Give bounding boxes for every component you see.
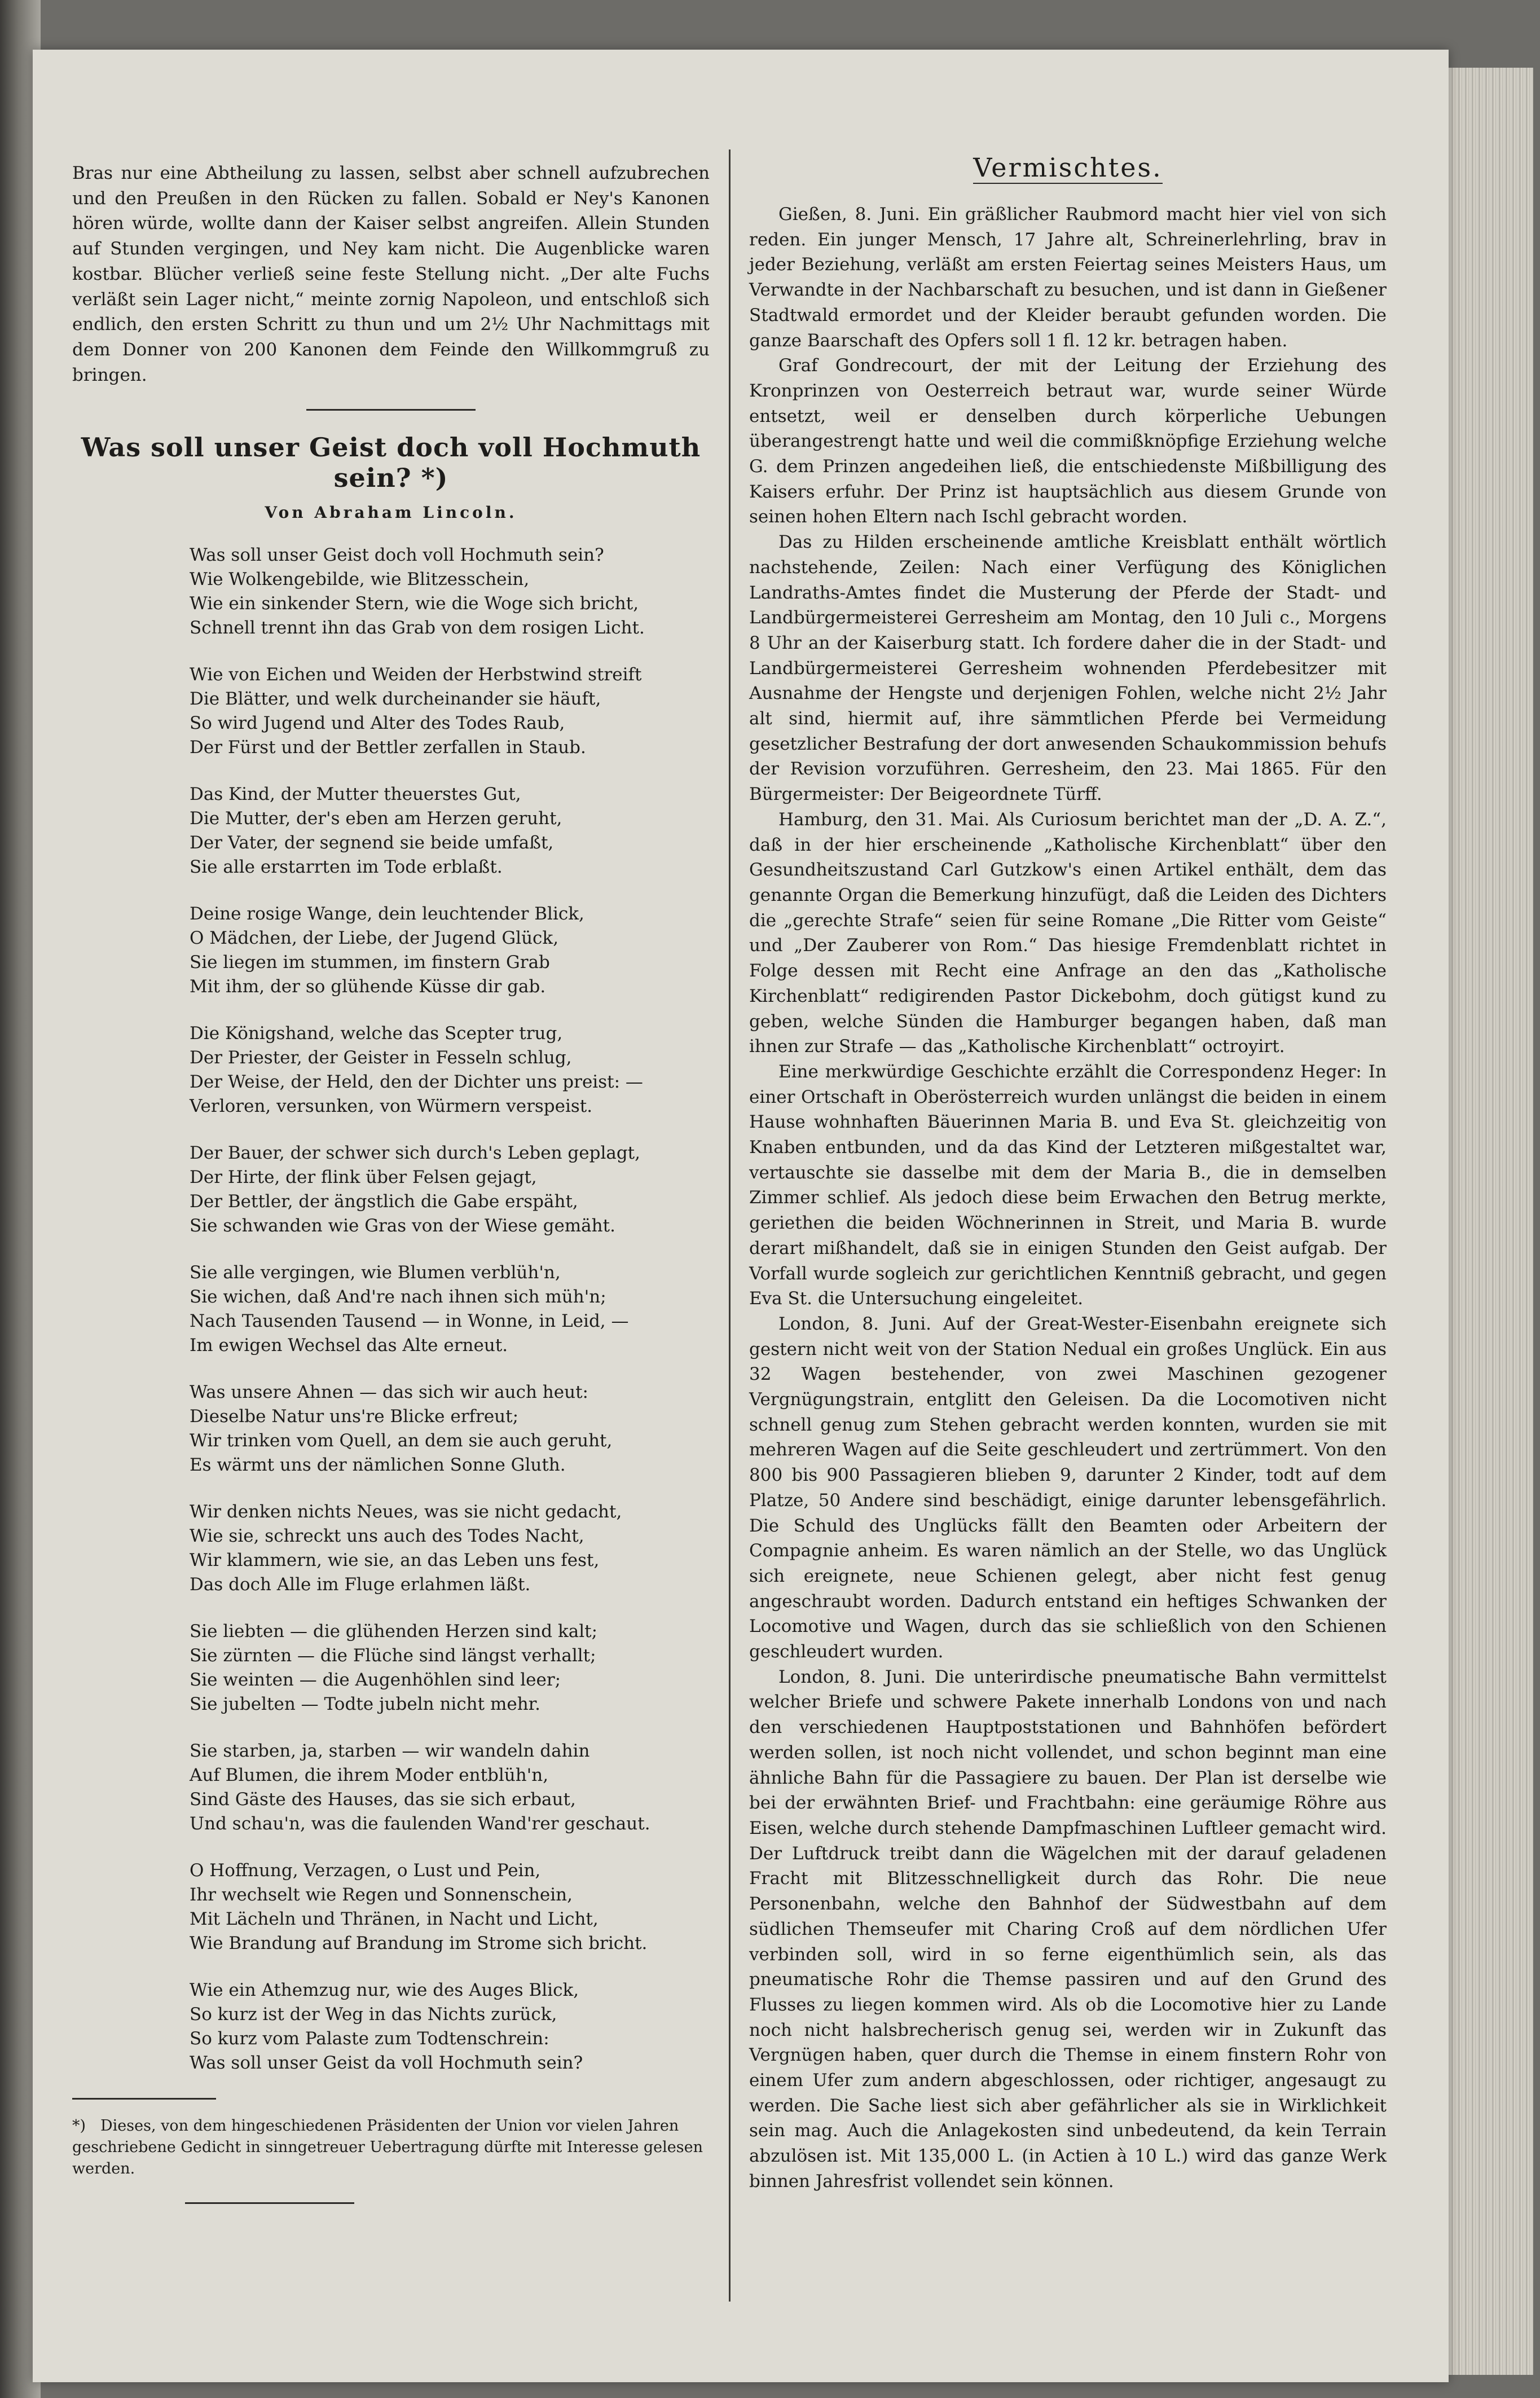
poem-line: Sie jubelten — Todte jubeln nicht mehr. <box>190 1694 540 1715</box>
poem-line: Was unsere Ahnen — das sich wir auch heut: <box>190 1382 588 1403</box>
poem-line: Wie von Eichen und Weiden der Herbstwind streift <box>190 665 642 685</box>
poem-line: Sie liegen im stummen, im finstern Grab <box>190 952 550 973</box>
poem-line: Wie Brandung auf Brandung im Strome sich bricht. <box>190 1933 648 1954</box>
section-title <box>749 152 1387 183</box>
poem-stanza <box>190 1500 710 1597</box>
poem-line: Sie alle vergingen, wie Blumen verblüh'n, <box>190 1262 561 1283</box>
poem-line: Es wärmt uns der nämlichen Sonne Gluth. <box>190 1455 566 1476</box>
poem-line: Die Königshand, welche das Scepter trug, <box>190 1023 563 1044</box>
poem-line: So wird Jugend und Alter des Todes Raub, <box>190 713 565 734</box>
poem-line: O Mädchen, der Liebe, der Jugend Glück, <box>190 928 559 949</box>
poem-line: Sie zürnten — die Flüche sind längst verhallt; <box>190 1645 596 1666</box>
poem-line: So kurz ist der Weg in das Nichts zurück, <box>190 2004 557 2025</box>
poem-line: Sind Gäste des Hauses, das sie sich erbaut, <box>190 1789 576 1810</box>
poem-line: Wie sie, schreckt uns auch des Todes Nacht, <box>190 1526 584 1547</box>
poem-stanza <box>190 1978 710 2075</box>
right-column <box>749 152 1387 2194</box>
poem-stanza <box>190 663 710 760</box>
poem-line: Im ewigen Wechsel das Alte erneut. <box>190 1335 508 1356</box>
news-item: Eine merkwürdige Geschichte erzählt die Correspondenz Heger: In einer Ortschaft in Oberösterreich wurden unlängst die beiden in einem Hause wohnhaften Bäuerinnen Maria B. und Eva St. gleichzeitig von Knaben entbunden, und da das Kind der Letzteren mißgestaltet war, vertauschte sie dasselbe mit dem der Maria B., die in demselben Zimmer schlief. Als jedoch diese beim Erwachen den Betrug merkte, geriethen die beiden Wöchnerinnen in Streit, und Maria B. wurde derart mißhandelt, daß sie in einigen Stunden den Geist aufgab. Der Vorfall wurde sogleich zur gerichtlichen Kenntniß gebracht, und gegen Eva St. die Untersuchung eingeleitet. <box>749 1061 1387 1309</box>
poem-line: O Hoffnung, Verzagen, o Lust und Pein, <box>190 1860 541 1881</box>
news-item: London, 8. Juni. Die unterirdische pneumatische Bahn vermittelst welcher Briefe und schwere Pakete innerhalb Londons von und nach den verschiedenen Hauptpoststationen und Bahnhöfen befördert werden sollen, ist noch nicht vollendet, und schon beginnt man eine ähnliche Bahn für die Passagiere zu bauen. Der Plan ist derselbe wie bei der erwähnten Brief- und Frachtbahn: eine geräumige Röhre aus Eisen, welche durch stehende Dampfmaschinen Luftleer gemacht wird. Der Luftdruck treibt dann die Wägelchen mit der darauf geladenen Fracht mit Blitzesschnelligkeit durch das Rohr. Die neue Personenbahn, welche den Bahnhof der Südwestbahn auf dem südlichen Themseufer mit Charing Croß auf dem nördlichen Ufer verbinden soll, wird in so ferne eigenthümlich sein, als das pneumatische Rohr die Themse passiren und auf den Grund des Flusses zu liegen kommen wird. Als ob die Locomotive hier zu Lande noch nicht halsbrecherisch genug sei, werden wir in Zukunft das Vergnügen haben, quer durch die Themse in einem finstern Rohr von einem Ufer zum andern abgeschlossen, oder richtiger, angesaugt zu werden. Die Sache liest sich aber gefährlicher als sie in Wirklichkeit sein mag. Auch die Anlagekosten sind unbedeutend, da kein Terrain abzulösen ist. Mit 135,000 L. (in Actien à 10 L.) wird das ganze Werk binnen Jahresfrist vollendet sein können. <box>749 1666 1387 2192</box>
left-column <box>72 161 710 2204</box>
continued-article-text: Bras nur eine Abtheilung zu lassen, selbst aber schnell aufzubrechen und den Preußen in den Rücken zu fallen. Sobald er Ney's Kanonen hören würde, wollte dann der Kaiser selbst angreifen. Allein Stunden auf Stunden vergingen, und Ney kam nicht. Die Augenblicke waren kostbar. Blücher verließ seine feste Stellung nicht. „Der alte Fuchs verläßt sein Lager nicht,“ meinte zornig Napoleon, und entschloß sich endlich, den ersten Schritt zu thun und um 2½ Uhr Nachmittags mit dem Donner von 200 Kanonen dem Feinde den Willkommgruß zu bringen. <box>72 163 710 385</box>
poem-line: Das doch Alle im Fluge erlahmen läßt. <box>190 1574 531 1595</box>
poem-stanza <box>190 1261 710 1358</box>
poem-line: Ihr wechselt wie Regen und Sonnenschein, <box>190 1885 573 1906</box>
footnote <box>72 2115 710 2180</box>
section-title-text: Vermischtes. <box>973 152 1163 183</box>
poem-line: Was soll unser Geist doch voll Hochmuth sein? <box>190 545 604 566</box>
poem-line: Sie schwanden wie Gras von der Wiese gemäht. <box>190 1216 615 1237</box>
news-item: Gießen, 8. Juni. Ein gräßlicher Raubmord macht hier viel von sich reden. Ein junger Mensch, 17 Jahre alt, Schreinerlehrling, brav in jeder Beziehung, verläßt am ersten Feiertag seines Meisters Haus, um Verwandte in der Nachbarschaft zu besuchen, und ist dann in Gießener Stadtwald ermordet und der Kleider beraubt gefunden worden. Die ganze Baarschaft des Opfers soll 1 fl. 12 kr. betragen haben. <box>749 204 1387 351</box>
poem <box>190 543 710 2075</box>
poem-line: Sie liebten — die glühenden Herzen sind kalt; <box>190 1621 598 1642</box>
poem-stanza <box>190 1022 710 1119</box>
news-item: Das zu Hilden erscheinende amtliche Kreisblatt enthält wörtlich nachstehende, Zeilen: Nach einer Verfügung des Königlichen Landraths-Amtes findet die Musterung der Pferde der Stadt- und Landbürgermeisterei Gerresheim am Montag, den 10 Juli c., Morgens 8 Uhr an der Kaiserburg statt. Ich fordere daher die in der Stadt- und Landbürgermeisterei Gerresheim wohnenden Pferdebesitzer mit Ausnahme der Hengste und derjenigen Fohlen, welche nicht 2½ Jahr alt sind, hiermit auf, ihre sämmtlichen Pferde bei Vermeidung gesetzlicher Bestrafung der dort anwesenden Schaukommission behufs der Revision vorzuführen. Gerresheim, den 23. Mai 1865. Für den Bürgermeister: Der Beigeordnete Türff. <box>749 532 1387 805</box>
poem-line: Wie Wolkengebilde, wie Blitzesschein, <box>190 569 530 590</box>
poem-stanza <box>190 1739 710 1836</box>
poem-line: Die Blätter, und welk durcheinander sie häuft, <box>190 689 601 710</box>
footnote-rule <box>72 2098 216 2100</box>
poem-line: Der Priester, der Geister in Fesseln schlug, <box>190 1048 572 1068</box>
poem-line: So kurz vom Palaste zum Todtenschrein: <box>190 2029 549 2049</box>
poem-line: Der Fürst und der Bettler zerfallen in Staub. <box>190 737 586 758</box>
poem-line: Der Bettler, der ängstlich die Gabe erspäht, <box>190 1191 578 1212</box>
poem-stanza <box>190 1620 710 1717</box>
column-rule <box>729 149 731 2302</box>
poem-line: Mit ihm, der so glühende Küsse dir gab. <box>190 976 546 997</box>
poem-line: Sie alle erstarrten im Tode erblaßt. <box>190 857 503 878</box>
poem-line: Der Vater, der segnend sie beide umfaßt, <box>190 833 554 853</box>
poem-line: Wie ein sinkender Stern, wie die Woge sich bricht, <box>190 593 639 614</box>
poem-line: Nach Tausenden Tausend — in Wonne, in Leid, — <box>190 1311 629 1332</box>
poem-line: Was soll unser Geist da voll Hochmuth sein? <box>190 2053 583 2074</box>
poem-line: Sie weinten — die Augenhöhlen sind leer; <box>190 1670 561 1691</box>
page-edges <box>1449 68 1533 2375</box>
footnote-mark: *) <box>72 2117 86 2135</box>
end-rule <box>185 2202 354 2204</box>
news-item: Hamburg, den 31. Mai. Als Curiosum berichtet man der „D. A. Z.“, daß in der hier erscheinende „Katholische Kirchenblatt“ über den Gesundheitszustand Carl Gutzkow's einen Artikel enthält, dem das genannte Organ die Bemerkung hinzufügt, daß die Leiden des Dichters die „gerechte Strafe“ seien für seine Romane „Die Ritter vom Geiste“ und „Der Zauberer von Rom.“ Das hiesige Fremdenblatt richtet in Folge dessen mit Recht eine Anfrage an den das „Katholische Kirchenblatt“ redigirenden Pastor Dickebohm, doch gütigst kund zu geben, welche Sünden die Hamburger begangen haben, daß man ihnen zur Strafe — das „Katholische Kirchenblatt“ octroyirt. <box>749 809 1387 1057</box>
poem-byline: Von Abraham Lincoln. <box>265 503 517 522</box>
poem-stanza <box>190 1141 710 1238</box>
poem-stanza <box>190 782 710 879</box>
poem-line: Deine rosige Wange, dein leuchtender Blick, <box>190 904 584 925</box>
poem-line: Dieselbe Natur uns're Blicke erfreut; <box>190 1406 519 1427</box>
poem-line: Verloren, versunken, von Würmern verspeist. <box>190 1096 593 1117</box>
poem-line: Der Weise, der Held, den der Dichter uns preist: — <box>190 1072 643 1093</box>
poem-line: Wir klammern, wie sie, an das Leben uns fest, <box>190 1550 600 1571</box>
poem-title: Was soll unser Geist doch voll Hochmuth sein? *) <box>81 432 701 494</box>
poem-line: Wir denken nichts Neues, was sie nicht gedacht, <box>190 1502 622 1523</box>
news-items <box>749 202 1387 2194</box>
poem-stanza <box>190 902 710 999</box>
news-item: Graf Gondrecourt, der mit der Leitung der Erziehung des Kronprinzen von Oesterreich betraut war, wurde seiner Würde entsetzt, weil er denselben durch körperliche Uebungen überangestrengt hatte und weil die commißknöpfige Erziehung welche G. dem Prinzen angedeihen ließ, die entschiedenste Mißbilligung des Kaisers erfuhr. Der Prinz ist hauptsächlich aus diesem Grunde von seinen hohen Eltern nach Ischl gebracht worden. <box>749 355 1387 527</box>
poem-line: Das Kind, der Mutter theuerstes Gut, <box>190 784 521 805</box>
poem-stanza <box>190 543 710 640</box>
footnote-text: Dieses, von dem hingeschiedenen Präsidenten der Union vor vielen Jahren geschriebene Gedicht in sinngetreuer Uebertragung dürfte mit Interesse gelesen werden. <box>72 2117 703 2178</box>
poem-line: Und schau'n, was die faulenden Wand'rer geschaut. <box>190 1814 650 1834</box>
poem-stanza <box>190 1859 710 1956</box>
poem-line: Wir trinken vom Quell, an dem sie auch geruht, <box>190 1431 613 1451</box>
section-separator <box>306 409 476 411</box>
poem-line: Wie ein Athemzug nur, wie des Auges Blick, <box>190 1980 579 2001</box>
poem-line: Mit Lächeln und Thränen, in Nacht und Licht, <box>190 1909 599 1930</box>
poem-line: Sie wichen, daß And're nach ihnen sich müh'n; <box>190 1287 606 1308</box>
news-item: London, 8. Juni. Auf der Great-Wester-Eisenbahn ereignete sich gestern nicht weit von der Station Nedual ein großes Unglück. Ein aus 32 Wagen bestehender, von zwei Maschinen gezogener Vergnügungstrain, entglitt den Geleisen. Da die Locomotiven nicht schnell genug zum Stehen gebracht werden konnten, wurden sie mit mehreren Wagen auf die Seite geschleudert und zertrümmert. Von den 800 bis 900 Passagieren blieben 9, darunter 2 Kinder, todt auf dem Platze, 50 Andere sind beschädigt, einige darunter lebensgefährlich. Die Schuld des Unglücks fällt den Beamten oder Arbeitern der Compagnie anheim. Es waren nämlich an der Stelle, wo das Unglück sich ereignete, neue Schienen gelegt, aber nicht fest genug angeschraubt worden. Dadurch entstand ein heftiges Schwanken der Locomotive und Wagen, durch das sie schließlich von den Schienen geschleudert wurden. <box>749 1313 1387 1662</box>
poem-line: Schnell trennt ihn das Grab von dem rosigen Licht. <box>190 618 645 639</box>
poem-line: Die Mutter, der's eben am Herzen geruht, <box>190 808 562 829</box>
poem-line: Sie starben, ja, starben — wir wandeln dahin <box>190 1741 590 1762</box>
poem-stanza <box>190 1380 710 1477</box>
poem-line: Der Bauer, der schwer sich durch's Leben geplagt, <box>190 1143 640 1164</box>
poem-line: Der Hirte, der flink über Felsen gejagt, <box>190 1167 537 1188</box>
poem-line: Auf Blumen, die ihrem Moder entblüh'n, <box>190 1765 549 1786</box>
